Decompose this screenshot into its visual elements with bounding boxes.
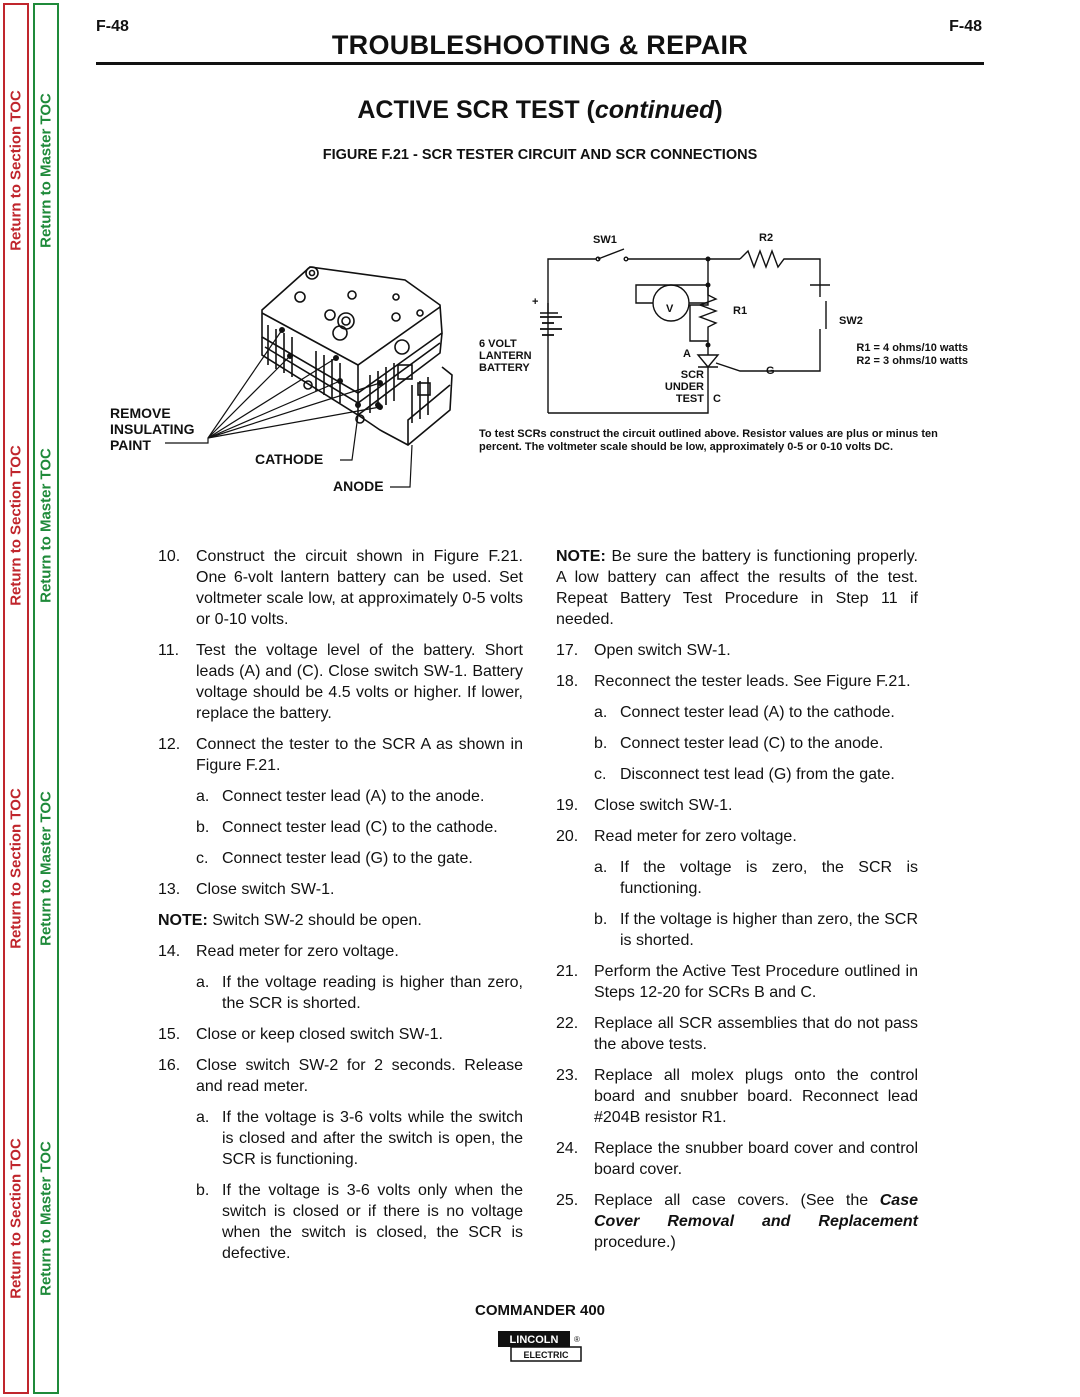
substep-text: If the voltage reading is higher than zero, the SCR is shorted.: [222, 974, 523, 1012]
left-column: [158, 546, 523, 1274]
substep-text: Connect tester lead (A) to the cathode.: [620, 704, 895, 721]
step-item: [158, 546, 523, 630]
r2-label: R2: [759, 232, 774, 244]
scr-under-test-label: [656, 369, 704, 405]
label-remove: REMOVE: [110, 405, 171, 421]
note-body: Be sure the battery is functioning properly. A low battery can affect the results of the test. Repeat Battery Test Procedure in Step 11 if needed.: [556, 548, 918, 628]
step-text: Open switch SW-1.: [594, 642, 731, 659]
step-number: 21.: [556, 963, 579, 980]
substep-text: If the voltage is zero, the SCR is functioning.: [620, 859, 918, 897]
note-text: [158, 910, 523, 931]
anode-label: ANODE: [333, 478, 384, 494]
step-text: Reconnect the tester leads. See Figure F.21.: [594, 673, 911, 690]
step-number: 20.: [556, 828, 579, 845]
return-to-master-toc-link[interactable]: Return to Master TOC: [37, 93, 55, 248]
title-rule: [96, 62, 984, 65]
note-label: NOTE:: [158, 912, 208, 929]
lincoln-electric-logo: [497, 1330, 583, 1362]
procedure-reference: Case Cover Removal and Replacement: [594, 1192, 918, 1230]
substep-letter: a.: [594, 859, 608, 876]
step-text-post: procedure.): [594, 1234, 676, 1251]
step-text: Close or keep closed switch SW-1.: [196, 1026, 443, 1043]
page-number-right: F-48: [949, 18, 982, 35]
section-toc-column: [3, 3, 29, 1394]
master-toc-column: [33, 3, 59, 1394]
return-to-section-toc-link[interactable]: Return to Section TOC: [7, 1138, 25, 1299]
substep-letter: a.: [196, 788, 210, 805]
step-number: 15.: [158, 1026, 181, 1043]
step-item: [158, 879, 523, 900]
battery-label-line: BATTERY: [479, 362, 530, 374]
step-number: 25.: [556, 1192, 579, 1209]
substep-letter: c.: [594, 766, 607, 783]
lead-a-label: A: [683, 348, 691, 360]
step-text: Perform the Active Test Procedure outlined in Steps 12-20 for SCRs B and C.: [594, 963, 918, 1001]
step-item: [556, 795, 918, 816]
substep-item: [556, 733, 918, 754]
step-number: 18.: [556, 673, 579, 690]
step-text: Construct the circuit shown in Figure F.21. One 6-volt lantern battery can be used. Set voltmeter scale low, at approximately 0-5 volts or 0-10 volts.: [196, 548, 523, 628]
label-insulating: INSULATING: [110, 421, 195, 437]
step-item: [556, 1138, 918, 1180]
scr-label-line: SCR: [680, 369, 704, 381]
step-item: [556, 671, 918, 692]
figure-caption: FIGURE F.21 - SCR TESTER CIRCUIT AND SCR CONNECTIONS: [322, 147, 758, 163]
step-number: 10.: [158, 548, 181, 565]
substep-text: Connect tester lead (C) to the anode.: [620, 735, 884, 752]
return-to-section-toc-link[interactable]: Return to Section TOC: [7, 445, 25, 606]
step-number: 13.: [158, 881, 181, 898]
substep-item: [556, 909, 918, 951]
substep-text: Connect tester lead (C) to the cathode.: [222, 819, 498, 836]
note-body: Switch SW-2 should be open.: [212, 912, 422, 929]
return-to-section-toc-link[interactable]: Return to Section TOC: [7, 90, 25, 251]
page-number-left: F-48: [96, 18, 129, 35]
step-text-pre: Replace all case covers. (See the: [594, 1192, 880, 1209]
substep-letter: c.: [196, 850, 209, 867]
step-item: [556, 1190, 918, 1253]
step-number: 19.: [556, 797, 579, 814]
substep-letter: a.: [196, 1109, 210, 1126]
r2-value: R2 = 3 ohms/10 watts: [856, 355, 968, 367]
sw2-label: SW2: [839, 315, 863, 327]
svg-text:®: ®: [574, 1335, 580, 1344]
step-text: Replace all molex plugs onto the control board and snubber board. Reconnect lead #204B resistor R1.: [594, 1067, 918, 1126]
battery-label: [479, 338, 532, 374]
section-title-italic: continued: [594, 96, 715, 124]
step-item: [158, 941, 523, 962]
step-number: 17.: [556, 642, 579, 659]
lead-c-label: C: [713, 393, 721, 405]
substep-item: [158, 848, 523, 869]
step-item: [158, 1055, 523, 1097]
substep-text: Connect tester lead (A) to the anode.: [222, 788, 485, 805]
return-to-master-toc-link[interactable]: Return to Master TOC: [37, 448, 55, 603]
step-item: [158, 640, 523, 724]
sw1-label: SW1: [593, 234, 617, 246]
step-number: 12.: [158, 736, 181, 753]
step-item: [556, 1013, 918, 1055]
step-text: Replace the snubber board cover and control board cover.: [594, 1140, 918, 1178]
step-item: [158, 734, 523, 776]
r1-label: R1: [733, 305, 748, 317]
substep-item: [556, 857, 918, 899]
substep-text: If the voltage is 3-6 volts only when the switch is closed or if there is no voltage when the switch is closed, the SCR is defective.: [222, 1182, 523, 1262]
scr-label-line: TEST: [675, 393, 704, 405]
substep-text: If the voltage is higher than zero, the SCR is shorted.: [620, 911, 918, 949]
page-title: TROUBLESHOOTING & REPAIR: [331, 30, 749, 60]
note-text: [556, 546, 918, 630]
step-text: Read meter for zero voltage.: [196, 943, 399, 960]
step-number: 23.: [556, 1067, 579, 1084]
step-item: [556, 961, 918, 1003]
substep-letter: b.: [594, 911, 608, 928]
resistor-values: [838, 342, 968, 368]
substep-item: [556, 764, 918, 785]
substep-item: [556, 702, 918, 723]
cathode-label: CATHODE: [255, 451, 324, 467]
step-text: Replace all SCR assemblies that do not pass the above tests.: [594, 1015, 918, 1053]
note-paragraph: [158, 910, 523, 931]
step-item: [556, 1065, 918, 1128]
battery-plus-label: +: [532, 296, 539, 308]
svg-text:LINCOLN: LINCOLN: [509, 1334, 559, 1346]
step-item: [556, 826, 918, 847]
step-item: [556, 640, 918, 661]
scr-label-line: UNDER: [664, 381, 704, 393]
substep-text: If the voltage is 3-6 volts while the switch is closed and after the switch is open, the SCR is functioning.: [222, 1109, 523, 1168]
step-text: Connect the tester to the SCR A as shown in Figure F.21.: [196, 736, 523, 774]
step-number: 14.: [158, 943, 181, 960]
remove-insulating-paint-label: [110, 405, 195, 453]
substep-item: [158, 786, 523, 807]
figure-note: To test SCRs construct the circuit outlined above. Resistor values are plus or minus ten percent. The voltmeter scale should be low, approximately 0-5 or 0-10 volts DC.: [479, 428, 938, 453]
step-text: Test the voltage level of the battery. Short leads (A) and (C). Close switch SW-1. Battery voltage should be 4.5 volts or higher. If lower, replace the battery.: [196, 642, 523, 722]
step-text: Close switch SW-1.: [594, 797, 733, 814]
substep-text: Disconnect test lead (G) from the gate.: [620, 766, 895, 783]
substep-letter: a.: [594, 704, 608, 721]
substep-item: [158, 1107, 523, 1170]
step-number: 22.: [556, 1015, 579, 1032]
right-column: [556, 546, 918, 1263]
step-number: 11.: [158, 642, 180, 659]
substep-letter: a.: [196, 974, 210, 991]
substep-item: [158, 1180, 523, 1264]
substep-item: [158, 817, 523, 838]
step-number: 16.: [158, 1057, 181, 1074]
r1-value: R1 = 4 ohms/10 watts: [856, 342, 968, 354]
battery-label-line: LANTERN: [479, 350, 532, 362]
lead-g-label: G: [766, 365, 775, 377]
note-label: NOTE:: [556, 548, 606, 565]
step-text: [556, 1190, 918, 1253]
section-title-main: ACTIVE SCR TEST: [357, 96, 580, 124]
voltmeter-v-label: V: [666, 303, 674, 315]
return-to-section-toc-link[interactable]: Return to Section TOC: [7, 788, 25, 949]
step-item: [158, 1024, 523, 1045]
section-title: ACTIVE SCR TEST (continued): [357, 96, 723, 124]
substep-item: [158, 972, 523, 1014]
label-paint: PAINT: [110, 437, 151, 453]
substep-letter: b.: [196, 819, 210, 836]
svg-text:ELECTRIC: ELECTRIC: [523, 1350, 569, 1360]
substep-letter: b.: [196, 1182, 210, 1199]
footer-model-name: COMMANDER 400: [474, 1302, 606, 1319]
step-text: Read meter for zero voltage.: [594, 828, 797, 845]
substep-letter: b.: [594, 735, 608, 752]
step-text: Close switch SW-1.: [196, 881, 335, 898]
return-to-master-toc-link[interactable]: Return to Master TOC: [37, 1141, 55, 1296]
return-to-master-toc-link[interactable]: Return to Master TOC: [37, 791, 55, 946]
substep-text: Connect tester lead (G) to the gate.: [222, 850, 473, 867]
step-number: 24.: [556, 1140, 579, 1157]
step-text: Close switch SW-2 for 2 seconds. Release and read meter.: [196, 1057, 523, 1095]
battery-label-line: 6 VOLT: [479, 338, 517, 350]
note-paragraph: [556, 546, 918, 630]
